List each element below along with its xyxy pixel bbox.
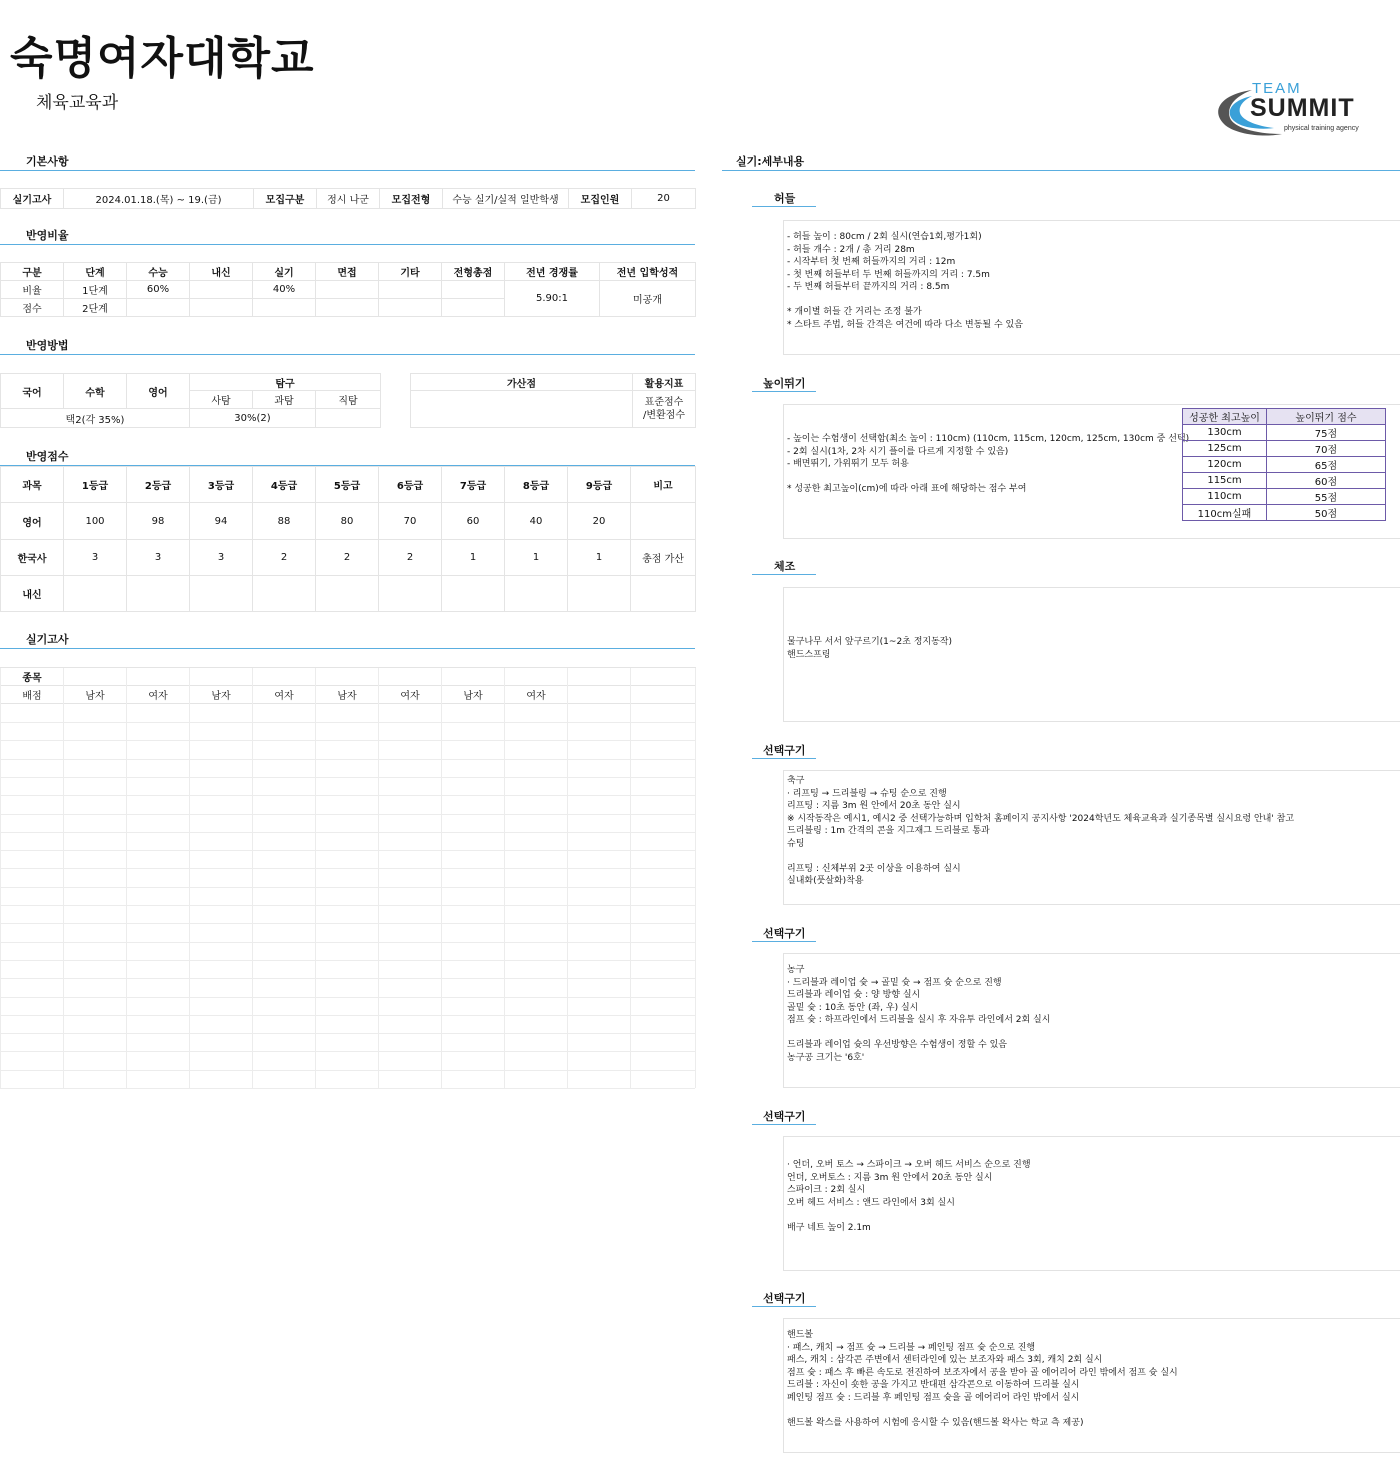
grid-row-line [0,759,695,760]
hj-score: 65점 [1267,457,1386,473]
score-header: 1등급 [64,467,127,503]
grid-row-line [0,795,695,796]
highjump-score-table [1182,408,1386,521]
department-name: 체육교육과 [36,93,119,113]
title-underline [752,574,816,575]
grid-col-line [441,668,442,1088]
score-subject: 내신 [1,576,64,612]
gender-cell: 남자 [190,686,253,704]
score-cell: 3 [64,540,127,576]
ratio-cell [379,281,442,299]
vocational-header: 직탐 [316,391,381,409]
gender-cell: 남자 [316,686,379,704]
indicator-header: 활용지표 [633,374,696,391]
track-label: 모집전형 [380,189,443,209]
gender-cell: 여자 [379,686,442,704]
section-score-title: 반영점수 [26,450,69,463]
ratio-header: 실기 [253,263,316,281]
ratio-header: 기타 [379,263,442,281]
math-header: 수학 [64,374,127,409]
hj-score: 70점 [1267,441,1386,457]
grid-col-line [63,668,64,1088]
ratio-header: 전년 경쟁률 [505,263,600,281]
grid-col-line [378,668,379,1088]
score-subject: 한국사 [1,540,64,576]
grid-col-line [252,668,253,1088]
grid-row-line [0,1051,695,1052]
gender-cell: 여자 [505,686,568,704]
hj-height: 110cm [1183,489,1267,505]
score-cell: 88 [253,503,316,540]
score-header: 9등급 [568,467,631,503]
volleyball-title: 선택구기 [763,1110,806,1123]
score-label: 배점 [1,686,64,704]
grid-col-line [504,668,505,1088]
grid-col-line [189,668,190,1088]
score-cell: 3 [190,540,253,576]
basketball-text: 농구 · 드리블과 레이업 슛 → 골밑 슛 → 점프 슛 순으로 진행 드리블과 레이업 슛 : 양 방향 실시 골밑 슛 : 10초 동안 (좌, 우) 실시 점프 슛 : 하프라인에서 드리블을 실시 후 자유투 라인에서 2회 실시 드리블과 레이업 슛의 우선방향은 수험생이 정할 수 있음 농구공 크기는 '6호' [787,965,1051,1063]
score-cell: 1 [568,540,631,576]
soccer-title: 선택구기 [763,744,806,757]
grid-col-line [567,668,568,1088]
grid-row-line [0,868,695,869]
volleyball-text: · 언더, 오버 토스 → 스파이크 → 오버 헤드 서비스 순으로 진행 언더, 오버토스 : 지름 3m 원 안에서 20초 동안 실시 스파이크 : 2회 실시 오버 헤드 서비스 : 앤드 라인에서 3회 실시 배구 네트 높이 2.1m [787,1160,1031,1233]
title-underline [752,206,816,207]
score-header: 4등급 [253,467,316,503]
english-header: 영어 [127,374,190,409]
score-header: 2등급 [127,467,190,503]
ratio-header: 면접 [316,263,379,281]
section-divider [0,244,695,245]
type-value: 정시 나군 [317,189,380,209]
bonus-table [410,373,696,428]
gender-cell: 남자 [442,686,505,704]
method-table [0,373,381,428]
title-underline [752,391,816,392]
track-value: 수능 실기/실적 일반학생 [443,189,569,209]
ratio-cell: 60% [127,281,190,299]
title-underline [752,1124,816,1125]
section-basic-title: 기본사항 [26,155,69,168]
gender-cell: 여자 [253,686,316,704]
score-cell [631,503,696,540]
handball-text: 핸드볼 · 패스, 캐치 → 점프 슛 → 드리블 → 페인팅 점프 슛 순으로 진행 패스, 캐치 : 삼각콘 주변에서 센터라인에 있는 보조자와 패스 3회, 캐치 2회 실시 점프 슛 : 패스 후 빠른 속도로 전진하여 보조자에서 공을 받아 골 에어리어 라인 밖에서 점프 슛 실시 드리블 : 자신이 숏한 공을 가지고 반대편 삼각콘으로 이동하여 드리블 실시 페인팅 점프 슛 : 드리블 후 페인팅 점프 슛을 골 에어리어 라인 밖에서 실시 핸드볼 왁스를 사용하여 시험에 응시할 수 있음(핸드볼 왁사는 학교 측 제공) [787,1330,1178,1428]
ratio-cell: 점수 [1,299,64,317]
hj-score: 55점 [1267,489,1386,505]
grid-col-line [315,668,316,1088]
score-cell: 100 [64,503,127,540]
grid-row-line [0,1088,695,1089]
grid-row-line [0,905,695,906]
score-cell: 2 [316,540,379,576]
quota-label: 모집인원 [569,189,632,209]
grid-row-line [0,942,695,943]
hj-height: 120cm [1183,457,1267,473]
ratio-cell [442,281,505,299]
gender-cell: 여자 [127,686,190,704]
exam-label: 실기고사 [1,189,64,209]
grid-row-line [0,887,695,888]
ratio-header: 전형총점 [442,263,505,281]
hj-height: 125cm [1183,441,1267,457]
team-summit-logo [1212,78,1392,140]
title-underline [752,941,816,942]
quota-value: 20 [632,189,696,209]
basketball-title: 선택구기 [763,927,806,940]
hj-score: 50점 [1267,505,1386,521]
grid-row-line [0,960,695,961]
score-cell: 98 [127,503,190,540]
highjump-title: 높이뛰기 [763,377,806,390]
score-cell: 1 [442,540,505,576]
section-practical-title: 실기고사 [26,633,69,646]
section-ratio-title: 반영비율 [26,229,69,242]
inquiry-header: 탐구 [190,374,381,391]
choice-ratio: 택2(각 35%) [1,409,190,428]
hj-score: 60점 [1267,473,1386,489]
hurdle-title: 허들 [774,192,796,205]
ratio-cell: 비율 [1,281,64,299]
grid-row-line [0,850,695,851]
highjump-text: - 높이는 수험생이 선택함(최소 높이 : 110cm) (110cm, 115cm, 120cm, 125cm, 130cm 중 선택) - 2회 실시(1차, 2차 시기 플이를 다르게 지정할 수 있음) - 배면뛰기, 가위뛰기 모두 허용 * 성공한 최고높이(cm)에 따라 아래 표에 해당하는 점수 부여 [787,434,1190,494]
ratio-header: 수능 [127,263,190,281]
university-title: 숙명여자대학교 [10,33,315,84]
score-header: 과목 [1,467,64,503]
grid-col-line [126,668,127,1088]
grid-row-line [0,923,695,924]
gymnastics-title: 체조 [774,560,796,573]
grid-row-line [0,814,695,815]
grid-row-line [0,1070,695,1071]
soccer-text: 축구 · 리프팅 → 드리블링 → 슈팅 순으로 진행 리프팅 : 지름 3m 원 안에서 20초 동안 실시 ※ 시작동작은 예시1, 예시2 중 선택가능하며 입학처 홈페이지 공지사항 '2024학년도 체육교육과 실기종목별 실시요령 안내' 참고 드리블링 : 1m 간격의 콘을 지그재그 드리블로 통과 슈팅 리프팅 : 신체부위 2곳 이상을 이용하여 실시 실내화(풋살화)착용 [787,776,1295,886]
score-cell: 2 [253,540,316,576]
grid-col-line [630,668,631,1088]
basic-info-table [0,188,696,209]
score-cell: 94 [190,503,253,540]
logo-summit-text: SUMMIT [1250,94,1355,122]
hurdle-text: - 허들 높이 : 80cm / 2회 실시(연습1회,평가1회) - 허들 개수 : 2개 / 총 거리 28m - 시작부터 첫 번째 허들까지의 거리 : 12m - 첫 번째 허들부터 두 번째 허들까지의 거리 : 7.5m - 두 번째 허들부터 끝까지의 거리 : 8.5m * 개이별 허들 간 거리는 조정 불가 * 스타트 주법, 허들 간격은 여건에 따라 다소 변동될 수 있음 [787,232,1023,330]
ratio-header: 단계 [64,263,127,281]
score-header: 5등급 [316,467,379,503]
grid-row-line [0,1033,695,1034]
section-method-title: 반영방법 [26,339,69,352]
grid-col-line [0,668,1,1088]
ratio-table [0,262,696,317]
score-cell: 총점 가산 [631,540,696,576]
grid-row-line [0,777,695,778]
competition-rate: 5.90:1 [505,281,600,317]
gymnastics-text: 물구나무 서서 앞구르기(1~2초 정지동작) 핸드스프링 [787,637,953,660]
logo-team-text: TEAM [1252,80,1302,97]
science-header: 과탐 [253,391,316,409]
score-cell: 80 [316,503,379,540]
score-cell: 1 [505,540,568,576]
ratio-cell: 1단계 [64,281,127,299]
score-cell: 3 [127,540,190,576]
grid-row-line [0,832,695,833]
exam-date: 2024.01.18.(목) ~ 19.(금) [64,189,254,209]
ratio-cell [190,281,253,299]
score-cell: 2 [379,540,442,576]
section-divider [0,648,695,649]
social-header: 사탐 [190,391,253,409]
score-header: 6등급 [379,467,442,503]
score-cell: 70 [379,503,442,540]
event-label: 종목 [1,668,64,686]
section-detail-title: 실기:세부내용 [736,155,805,168]
ratio-cell: 2단계 [64,299,127,317]
hj-score: 75점 [1267,425,1386,441]
title-underline [752,758,816,759]
hj-header: 성공한 최고높이 [1183,409,1267,425]
ratio-header: 내신 [190,263,253,281]
score-cell: 60 [442,503,505,540]
section-divider [0,354,695,355]
gender-cell: 남자 [64,686,127,704]
hj-height: 115cm [1183,473,1267,489]
title-underline [752,1306,816,1307]
admission-score: 미공개 [600,281,696,317]
grid-row-line [0,978,695,979]
ratio-cell: 40% [253,281,316,299]
score-cell: 20 [568,503,631,540]
score-header: 7등급 [442,467,505,503]
logo-tagline: physical training agency [1284,125,1359,132]
section-divider [722,170,1400,171]
hj-header: 높이뛰기 점수 [1267,409,1386,425]
hj-height: 130cm [1183,425,1267,441]
grid-row-line [0,722,695,723]
section-divider [0,170,695,171]
handball-title: 선택구기 [763,1292,806,1305]
ratio-header: 전년 입학성적 [600,263,696,281]
grid-row-line [0,997,695,998]
score-header: 비고 [631,467,696,503]
hj-height: 110cm실패 [1183,505,1267,521]
ratio-header: 구분 [1,263,64,281]
bonus-header: 가산점 [411,374,633,391]
ratio-cell [316,281,379,299]
type-label: 모집구분 [254,189,317,209]
practical-table [0,667,696,704]
score-header: 3등급 [190,467,253,503]
grid-col-line [695,668,696,1088]
korean-header: 국어 [1,374,64,409]
score-subject: 영어 [1,503,64,540]
score-table [0,466,696,612]
score-cell: 40 [505,503,568,540]
inquiry-ratio: 30%(2) [190,409,316,428]
score-header: 8등급 [505,467,568,503]
indicator-value: 표준점수 /변환점수 [633,391,696,428]
grid-row-line [0,1015,695,1016]
grid-row-line [0,740,695,741]
